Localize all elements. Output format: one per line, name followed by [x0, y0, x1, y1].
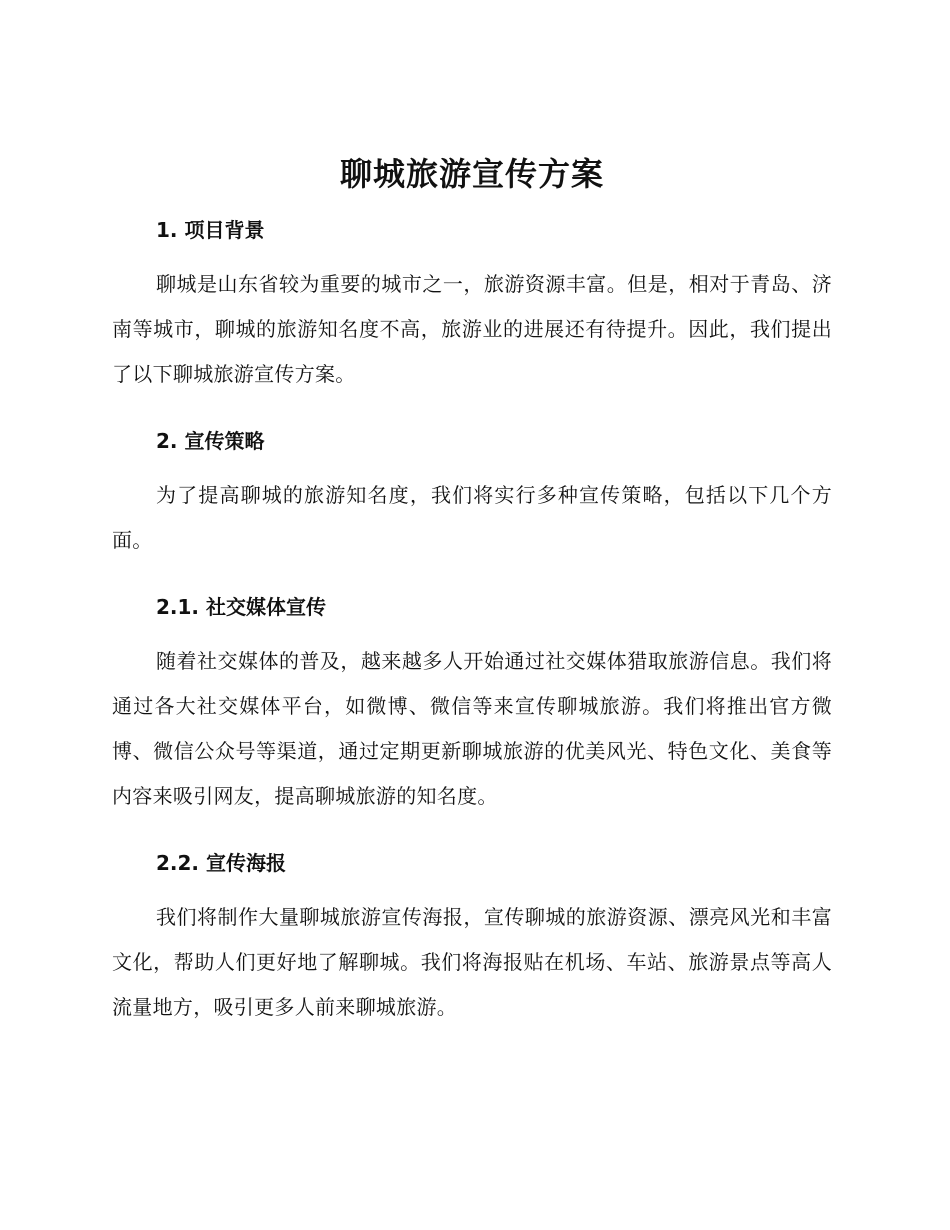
section-heading-background: 1. 项目背景	[156, 218, 265, 242]
page-title: 聊城旅游宣传方案	[339, 155, 604, 193]
section-heading-posters: 2.2. 宣传海报	[156, 851, 286, 875]
document-body	[112, 148, 832, 1030]
section-heading-strategy: 2. 宣传策略	[156, 429, 265, 453]
section-paragraph-strategy: 为了提高聊城的旅游知名度，我们将实行多种宣传策略，包括以下几个方面。	[112, 483, 832, 552]
section-paragraph-posters: 我们将制作大量聊城旅游宣传海报，宣传聊城的旅游资源、漂亮风光和丰富文化，帮助人们更好地了解聊城。我们将海报贴在机场、车站、旅游景点等高人流量地方，吸引更多人前来聊城旅游。	[112, 905, 832, 1019]
section-paragraph-social-media: 随着社交媒体的普及，越来越多人开始通过社交媒体猎取旅游信息。我们将通过各大社交媒体平台，如微博、微信等来宣传聊城旅游。我们将推出官方微博、微信公众号等渠道，通过定期更新聊城旅游的优美风光、特色文化、美食等内容来吸引网友，提高聊城旅游的知名度。	[112, 649, 832, 808]
section-paragraph-background: 聊城是山东省较为重要的城市之一，旅游资源丰富。但是，相对于青岛、济南等城市，聊城的旅游知名度不高，旅游业的进展还有待提升。因此，我们提出了以下聊城旅游宣传方案。	[112, 272, 832, 386]
section-heading-social-media: 2.1. 社交媒体宣传	[156, 595, 326, 619]
